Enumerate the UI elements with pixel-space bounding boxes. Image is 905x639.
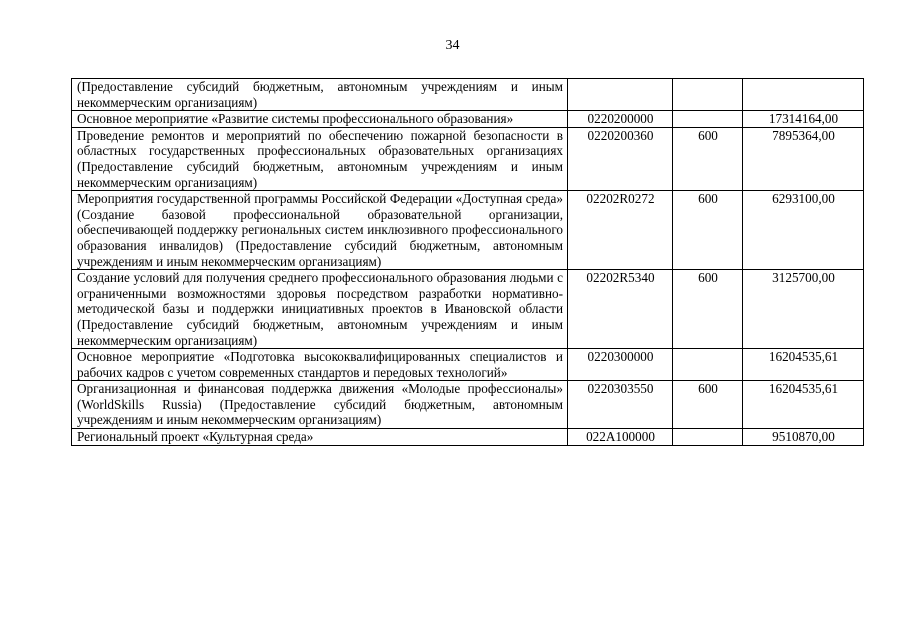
row-name-cell: Основное мероприятие «Развитие системы профессионального образования» bbox=[72, 111, 568, 128]
table-row bbox=[72, 381, 864, 429]
row-type-cell bbox=[673, 111, 743, 128]
row-sum-cell: 16204535,61 bbox=[743, 381, 864, 429]
row-code-cell: 0220200360 bbox=[568, 127, 673, 190]
budget-table bbox=[71, 78, 864, 446]
row-sum-cell: 6293100,00 bbox=[743, 191, 864, 270]
row-code-cell: 0220200000 bbox=[568, 111, 673, 128]
row-name-cell: Региональный проект «Культурная среда» bbox=[72, 429, 568, 446]
table-row bbox=[72, 429, 864, 446]
row-name-cell: Основное мероприятие «Подготовка высококвалифицированных специалистов и рабочих кадров с учетом современных стандартов и передовых технологий» bbox=[72, 349, 568, 381]
row-type-cell bbox=[673, 79, 743, 111]
row-name-cell: Создание условий для получения среднего профессионального образования людьми с ограниченными возможностями здоровья посредством разработки нормативно-методической базы и поддержки инициативных проектов в Ивановской области (Предоставление субсидий бюджетным, автономным учреждениям и иным некоммерческим организациям) bbox=[72, 270, 568, 349]
row-sum-cell: 3125700,00 bbox=[743, 270, 864, 349]
row-name-cell: Мероприятия государственной программы Российской Федерации «Доступная среда» (Создание базовой профессиональной образовательной организации, обеспечивающей поддержку региональных систем инклюзивного профессионального образования инвалидов) (Предоставление субсидий бюджетным, автономным учреждениям и иным некоммерческим организациям) bbox=[72, 191, 568, 270]
row-name-cell: (Предоставление субсидий бюджетным, автономным учреждениям и иным некоммерческим организациям) bbox=[72, 79, 568, 111]
table-row bbox=[72, 111, 864, 128]
row-sum-cell: 9510870,00 bbox=[743, 429, 864, 446]
row-sum-cell bbox=[743, 79, 864, 111]
row-code-cell: 0220303550 bbox=[568, 381, 673, 429]
row-type-cell bbox=[673, 349, 743, 381]
table-row bbox=[72, 127, 864, 190]
row-code-cell: 02202R0272 bbox=[568, 191, 673, 270]
row-type-cell bbox=[673, 429, 743, 446]
row-type-cell: 600 bbox=[673, 270, 743, 349]
row-type-cell: 600 bbox=[673, 127, 743, 190]
row-code-cell: 022A100000 bbox=[568, 429, 673, 446]
row-code-cell: 0220300000 bbox=[568, 349, 673, 381]
row-sum-cell: 17314164,00 bbox=[743, 111, 864, 128]
row-code-cell bbox=[568, 79, 673, 111]
row-sum-cell: 7895364,00 bbox=[743, 127, 864, 190]
row-code-cell: 02202R5340 bbox=[568, 270, 673, 349]
row-sum-cell: 16204535,61 bbox=[743, 349, 864, 381]
row-name-cell: Организационная и финансовая поддержка движения «Молодые профессионалы» (WorldSkills Russia) (Предоставление субсидий бюджетным, автономным учреждениям и иным некоммерческим организациям) bbox=[72, 381, 568, 429]
row-type-cell: 600 bbox=[673, 191, 743, 270]
page-number: 34 bbox=[445, 38, 460, 53]
row-type-cell: 600 bbox=[673, 381, 743, 429]
table-row bbox=[72, 191, 864, 270]
row-name-cell: Проведение ремонтов и мероприятий по обеспечению пожарной безопасности в областных государственных профессиональных образовательных организациях (Предоставление субсидий бюджетным, автономным учреждениям и иным некоммерческим организациям) bbox=[72, 127, 568, 190]
table-row bbox=[72, 349, 864, 381]
table-row bbox=[72, 270, 864, 349]
table-row bbox=[72, 79, 864, 111]
